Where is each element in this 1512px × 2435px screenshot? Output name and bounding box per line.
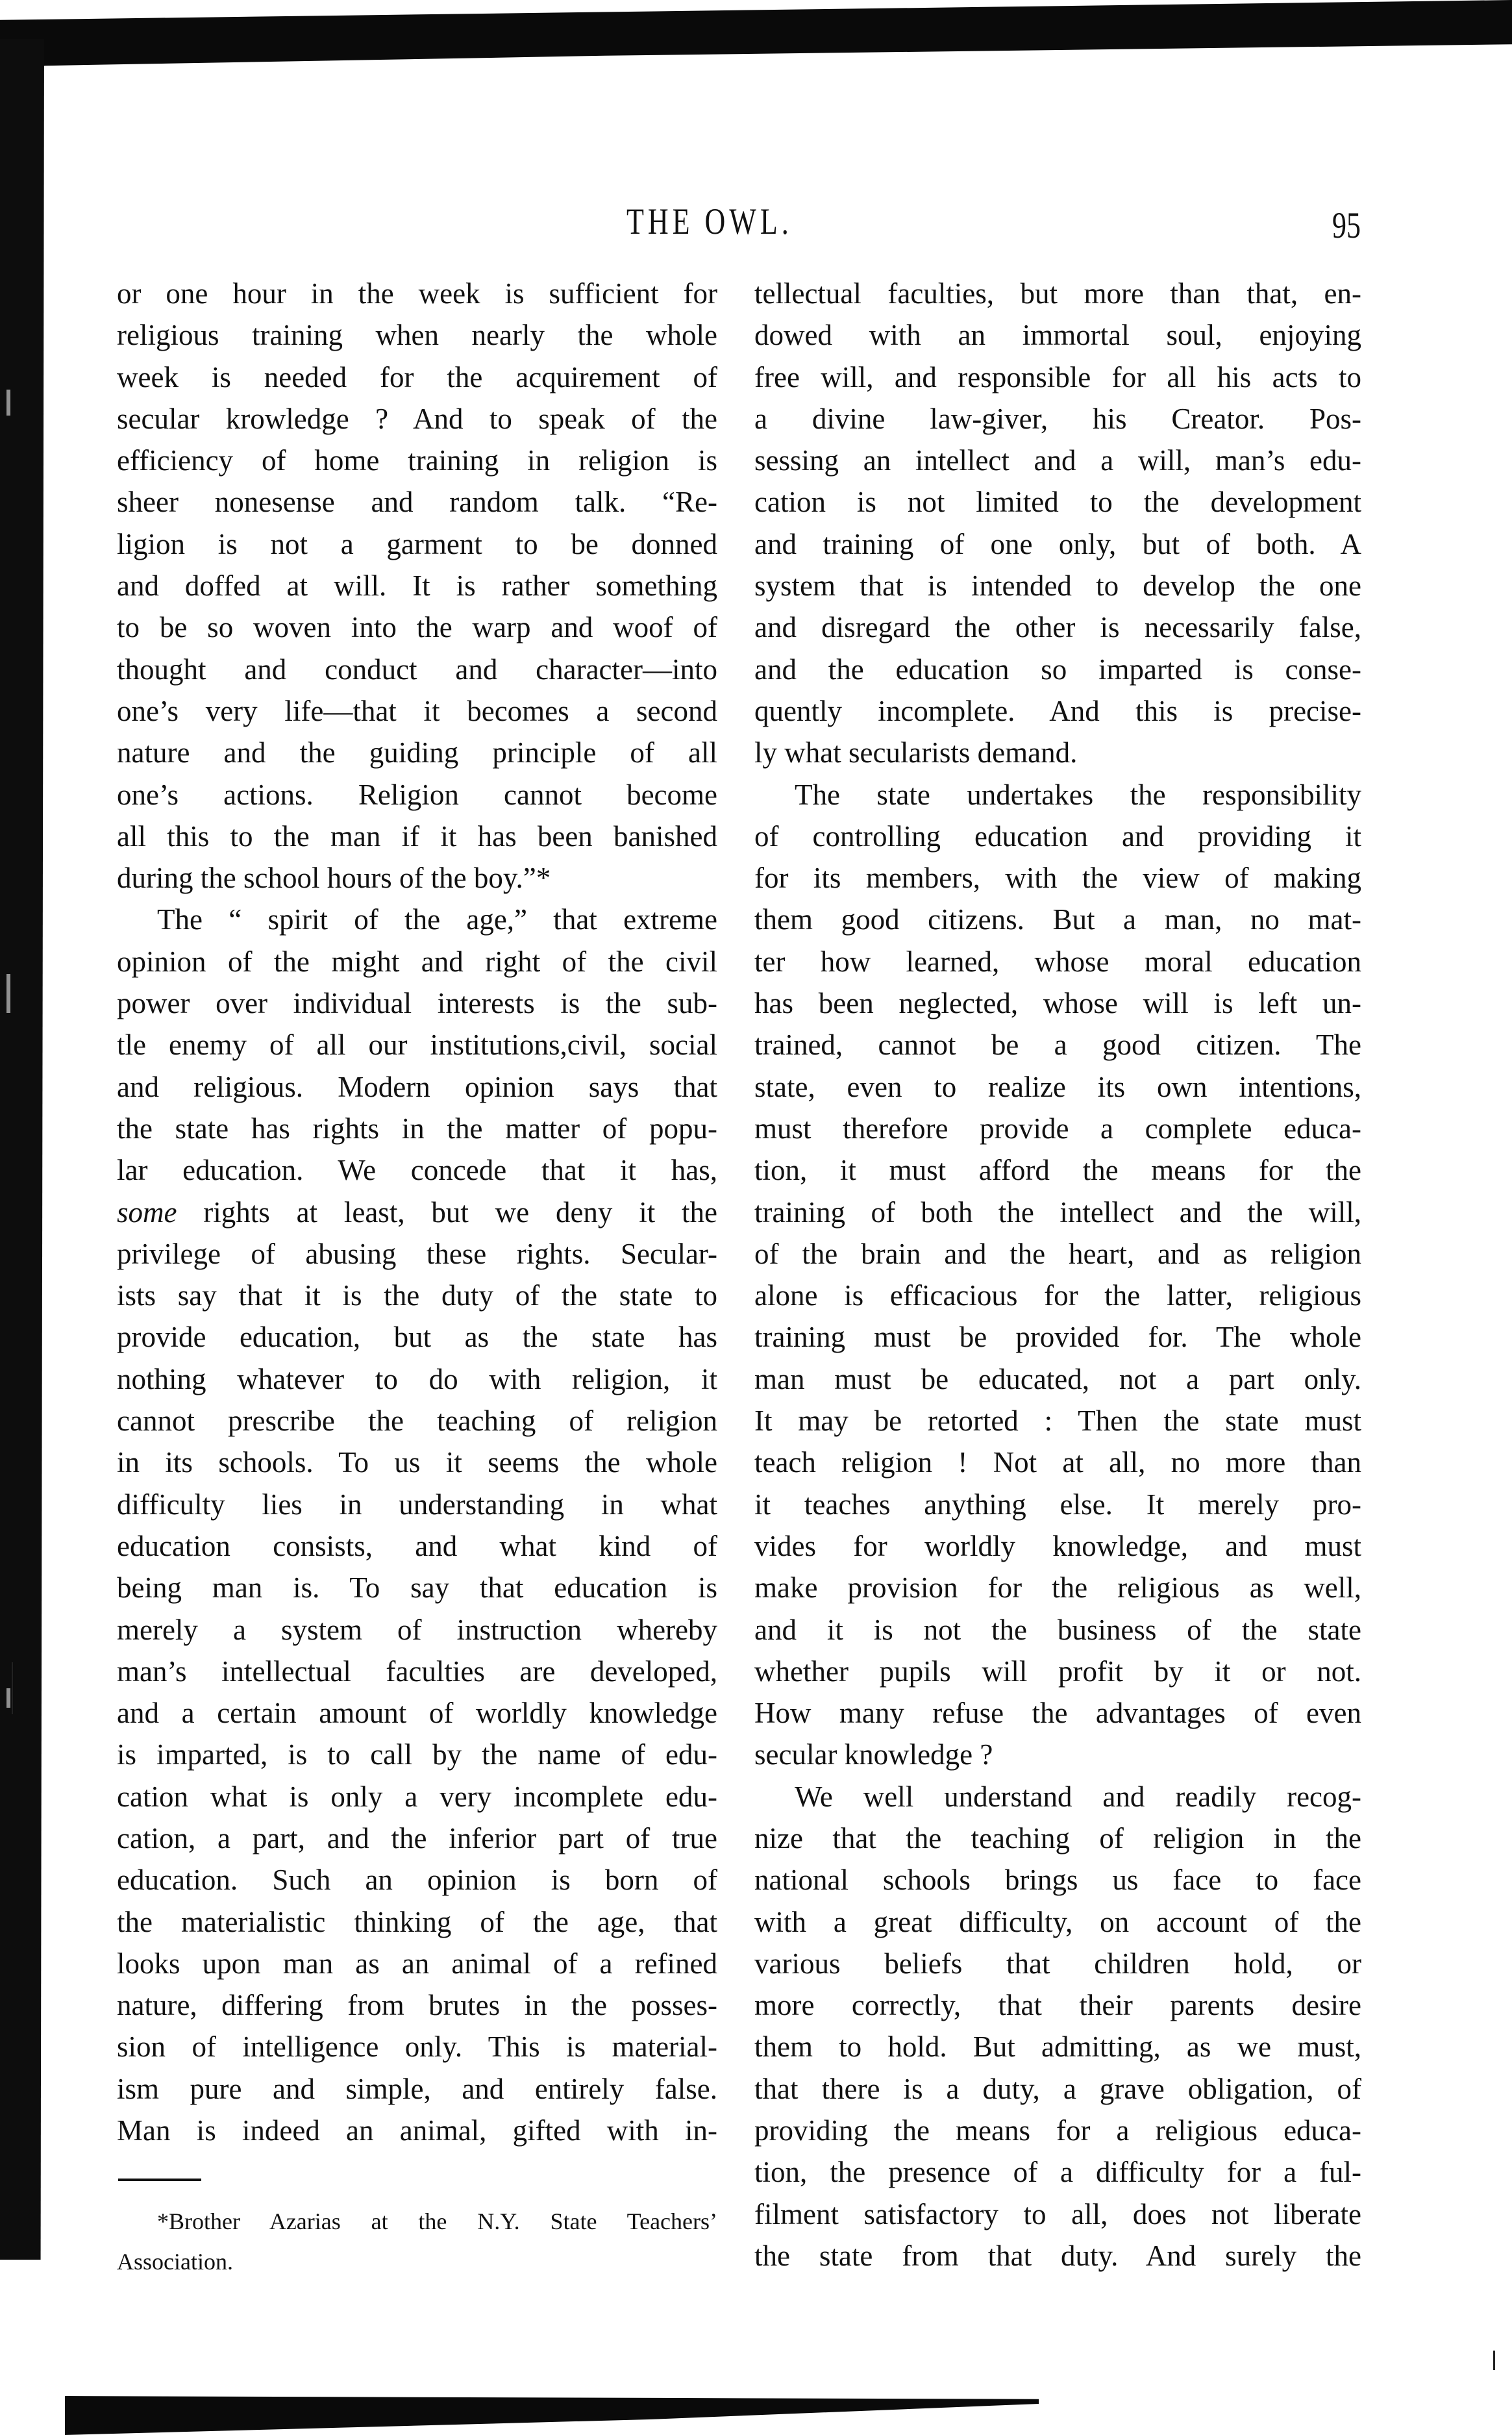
- text-line: has been neglected, whose will is left un-: [754, 987, 1361, 1020]
- paragraph-start-line: The “ spirit of the age,” that extreme: [157, 903, 717, 936]
- text-line: tellectual faculties, but more than that, en-: [754, 277, 1361, 310]
- text-line: thought and conduct and character—into: [117, 653, 717, 686]
- text-line: sessing an intellect and a will, man’s edu-: [754, 444, 1361, 477]
- text-line: whether pupils will profit by it or not.: [754, 1655, 1361, 1688]
- italic-word: some: [117, 1195, 177, 1229]
- text-line: tle enemy of all our institutions,civil, social: [117, 1029, 717, 1062]
- text-line: during the school hours of the boy.”*: [117, 862, 551, 895]
- text-fragment: rights at least, but we deny it the: [177, 1195, 717, 1229]
- text-line: make provision for the religious as well,: [754, 1571, 1361, 1605]
- text-line: It may be retorted : Then the state must: [754, 1405, 1361, 1438]
- text-line: a divine law-giver, his Creator. Pos-: [754, 402, 1361, 435]
- text-line: being man is. To say that education is: [117, 1571, 717, 1605]
- text-line: sheer nonesense and random talk. “Re-: [117, 486, 717, 519]
- text-line: and disregard the other is necessarily false,: [754, 611, 1361, 644]
- text-line: and training of one only, but of both. A: [754, 527, 1361, 560]
- text-line: vides for worldly knowledge, and must: [754, 1529, 1361, 1562]
- text-line-with-italic: [117, 1192, 717, 1233]
- text-line: training of both the intellect and the will,: [754, 1195, 1361, 1229]
- text-line: cannot prescribe the teaching of religion: [117, 1405, 717, 1438]
- text-line: more correctly, that their parents desire: [754, 1989, 1361, 2022]
- text-line: with a great difficulty, on account of the: [754, 1905, 1361, 1938]
- text-line: filment satisfactory to all, does not liberate: [754, 2197, 1361, 2230]
- text-line: looks upon man as an animal of a refined: [117, 1947, 717, 1980]
- margin-mark: [1493, 2351, 1495, 2370]
- text-line: the state from that duty. And surely the: [754, 2239, 1361, 2272]
- text-line: efficiency of home training in religion is: [117, 444, 717, 477]
- text-line: secular knowledge ?: [754, 1738, 993, 1771]
- text-line: nize that the teaching of religion in the: [754, 1821, 1361, 1854]
- text-line: and doffed at will. It is rather something: [117, 569, 717, 603]
- scan-speck: [6, 390, 10, 416]
- text-line: in its schools. To us it seems the whole: [117, 1446, 717, 1479]
- text-line: and the education so imparted is conse-: [754, 653, 1361, 686]
- text-line: must therefore provide a complete educa-: [754, 1112, 1361, 1145]
- text-line: dowed with an immortal soul, enjoying: [754, 319, 1361, 352]
- left-column: [117, 273, 717, 2151]
- text-line: tion, the presence of a difficulty for a ful-: [754, 2156, 1361, 2189]
- running-head: [0, 195, 1512, 247]
- scan-edge-bottom: [65, 2396, 1039, 2435]
- footnote-rule: [118, 2179, 201, 2181]
- text-line: providing the means for a religious educa-: [754, 2114, 1361, 2147]
- page-number: 95: [1332, 205, 1361, 246]
- text-line: to be so woven into the warp and woof of: [117, 611, 717, 644]
- journal-title: THE OWL.: [626, 201, 793, 242]
- text-line: free will, and responsible for all his acts to: [754, 360, 1361, 393]
- scan-speck: [6, 1688, 10, 1708]
- margin-mark: [12, 1662, 13, 1714]
- text-line: privilege of abusing these rights. Secular-: [117, 1237, 717, 1270]
- text-line: merely a system of instruction whereby: [117, 1613, 717, 1646]
- text-line: How many refuse the advantages of even: [754, 1697, 1361, 1730]
- text-line: cation is not limited to the development: [754, 486, 1361, 519]
- text-line: training must be provided for. The whole: [754, 1321, 1361, 1354]
- text-line: teach religion ! Not at all, no more than: [754, 1446, 1361, 1479]
- text-line: cation what is only a very incomplete edu-: [117, 1780, 717, 1813]
- text-line: and a certain amount of worldly knowledge: [117, 1697, 717, 1730]
- text-line: or one hour in the week is sufficient for: [117, 277, 717, 310]
- text-line: and it is not the business of the state: [754, 1613, 1361, 1646]
- scan-edge-left: [0, 39, 44, 2260]
- text-line: of the brain and the heart, and as religion: [754, 1237, 1361, 1270]
- text-line: one’s actions. Religion cannot become: [117, 778, 717, 811]
- footnote: [117, 2201, 717, 2282]
- text-line: it teaches anything else. It merely pro-: [754, 1488, 1361, 1521]
- text-line: various beliefs that children hold, or: [754, 1947, 1361, 1980]
- paragraph-start-line: We well understand and readily recog-: [795, 1780, 1361, 1813]
- text-line: ly what secularists demand.: [754, 736, 1078, 769]
- text-line: nothing whatever to do with religion, it: [117, 1362, 717, 1395]
- scan-speck: [6, 974, 10, 1013]
- paragraph-start-line: The state undertakes the responsibility: [795, 778, 1361, 811]
- text-line: lar education. We concede that it has,: [117, 1154, 717, 1187]
- text-line: provide education, but as the state has: [117, 1321, 717, 1354]
- text-line: man must be educated, not a part only.: [754, 1362, 1361, 1395]
- text-line: for its members, with the view of making: [754, 862, 1361, 895]
- text-line: secular krowledge ? And to speak of the: [117, 402, 717, 435]
- text-line: Man is indeed an animal, gifted with in-: [117, 2114, 717, 2147]
- text-line: ism pure and simple, and entirely false.: [117, 2072, 717, 2105]
- text-line: power over individual interests is the sub-: [117, 987, 717, 1020]
- text-line: opinion of the might and right of the civil: [117, 945, 717, 978]
- text-line: system that is intended to develop the one: [754, 569, 1361, 603]
- text-line: national schools brings us face to face: [754, 1864, 1361, 1897]
- text-line: all this to the man if it has been banished: [117, 819, 717, 853]
- text-line: ter how learned, whose moral education: [754, 945, 1361, 978]
- text-line: the materialistic thinking of the age, that: [117, 1905, 717, 1938]
- text-line: of controlling education and providing it: [754, 819, 1361, 853]
- footnote-line: *Brother Azarias at the N.Y. State Teachers’: [157, 2208, 717, 2234]
- text-line: ligion is not a garment to be donned: [117, 527, 717, 560]
- text-line: nature and the guiding principle of all: [117, 736, 717, 769]
- text-line: education. Such an opinion is born of: [117, 1864, 717, 1897]
- text-line: education consists, and what kind of: [117, 1529, 717, 1562]
- text-line: sion of intelligence only. This is material-: [117, 2030, 717, 2064]
- text-line: quently incomplete. And this is precise-: [754, 694, 1361, 727]
- text-line: week is needed for the acquirement of: [117, 360, 717, 393]
- text-line: tion, it must afford the means for the: [754, 1154, 1361, 1187]
- text-line: difficulty lies in understanding in what: [117, 1488, 717, 1521]
- footnote-line: Association.: [117, 2249, 233, 2275]
- text-line: is imparted, is to call by the name of edu-: [117, 1738, 717, 1771]
- text-line: religious training when nearly the whole: [117, 319, 717, 352]
- text-line: and religious. Modern opinion says that: [117, 1070, 717, 1103]
- text-line: them good citizens. But a man, no mat-: [754, 903, 1361, 936]
- text-line: nature, differing from brutes in the posses-: [117, 1989, 717, 2022]
- text-line: cation, a part, and the inferior part of true: [117, 1821, 717, 1854]
- right-column: [754, 273, 1361, 2277]
- text-line: the state has rights in the matter of popu-: [117, 1112, 717, 1145]
- text-line: one’s very life—that it becomes a second: [117, 694, 717, 727]
- text-line: that there is a duty, a grave obligation, of: [754, 2072, 1361, 2105]
- scan-edge-top: [0, 0, 1512, 71]
- text-line: them to hold. But admitting, as we must,: [754, 2030, 1361, 2064]
- text-line: ists say that it is the duty of the state to: [117, 1279, 717, 1312]
- text-line: trained, cannot be a good citizen. The: [754, 1029, 1361, 1062]
- text-line: alone is efficacious for the latter, religious: [754, 1279, 1361, 1312]
- text-line: state, even to realize its own intentions,: [754, 1070, 1361, 1103]
- text-line: man’s intellectual faculties are developed,: [117, 1655, 717, 1688]
